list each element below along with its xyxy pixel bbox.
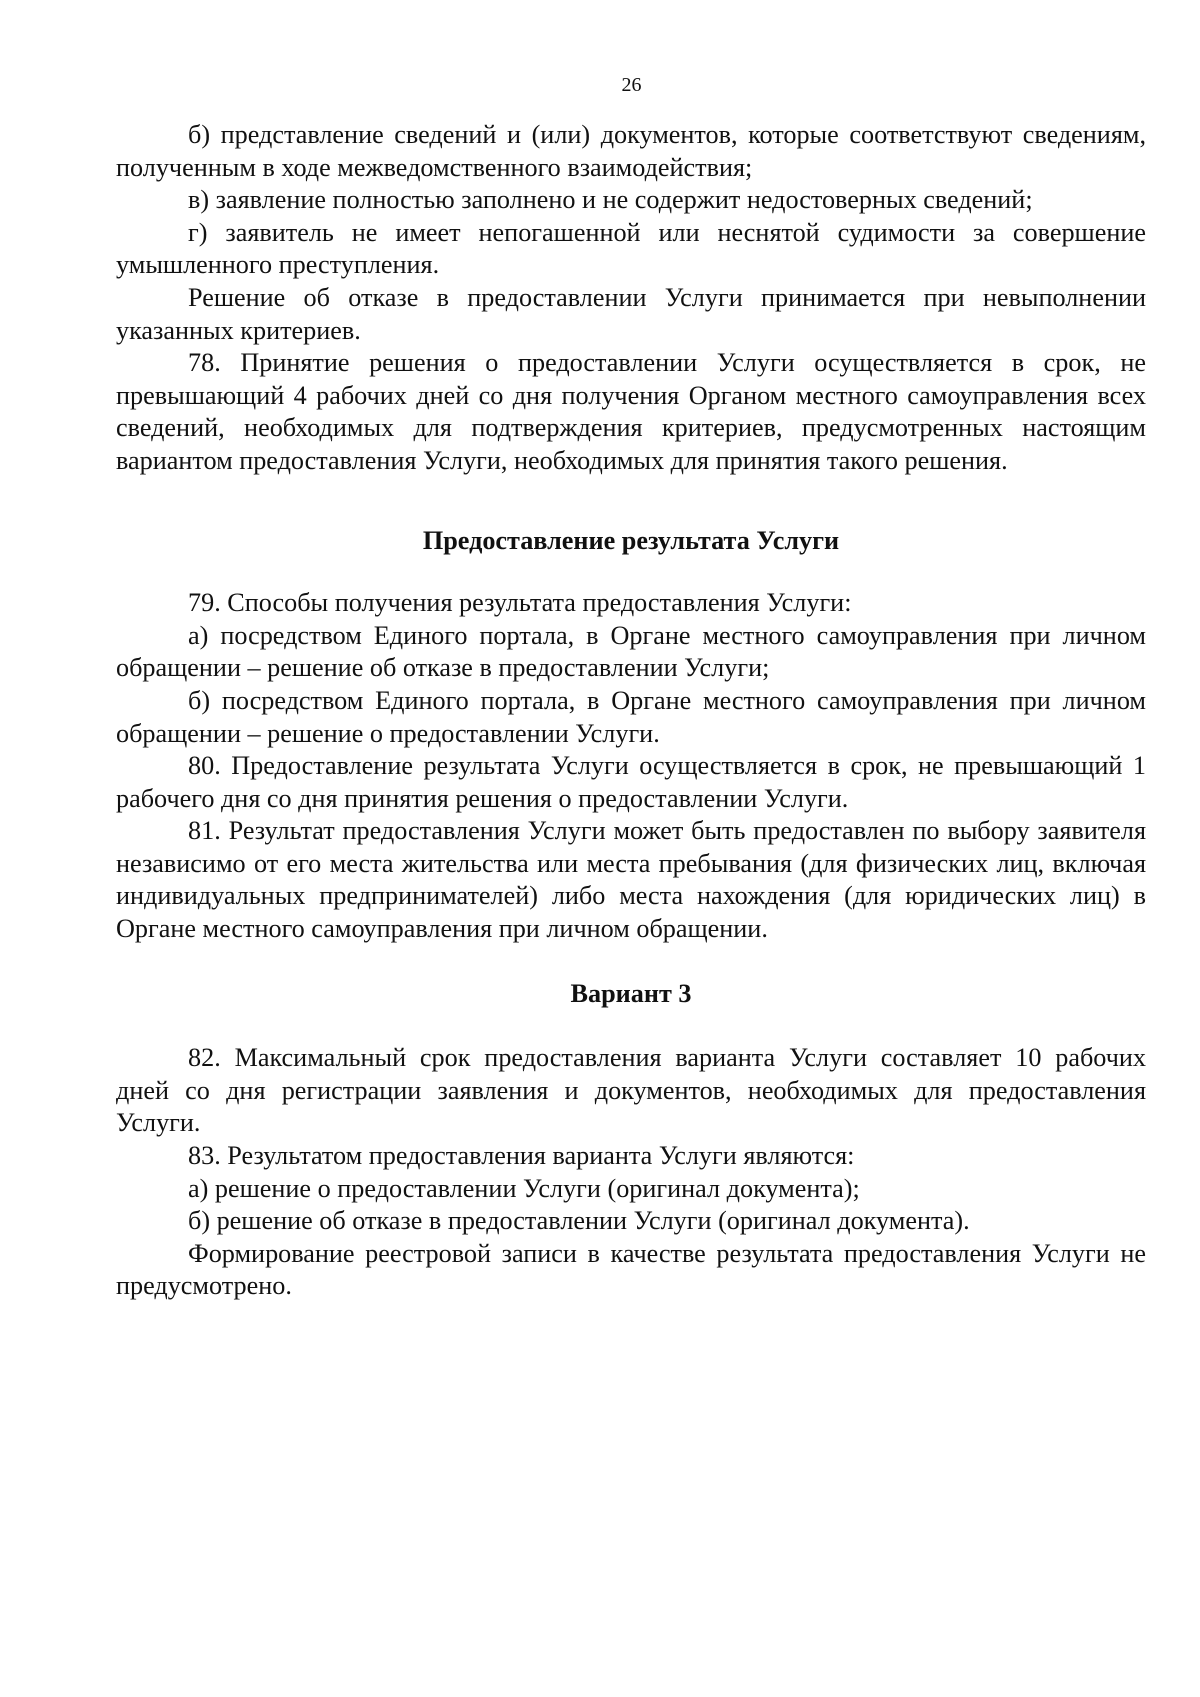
paragraph-80: 80. Предоставление результата Услуги осуществляется в срок, не превышающий 1 рабочего дня со дня принятия решения о предоставлении Услуги. (116, 751, 1146, 813)
paragraph-83-b: б) решение об отказе в предоставлении Услуги (оригинал документа). (188, 1206, 970, 1236)
paragraph-82: 82. Максимальный срок предоставления варианта Услуги составляет 10 рабочих дней со дня регистрации заявления и документов, необходимых для предоставления Услуги. (116, 1043, 1146, 1138)
paragraph-83: 83. Результатом предоставления варианта Услуги являются: (188, 1141, 855, 1171)
page-number: 26 (621, 74, 642, 96)
paragraph-79-a: а) посредством Единого портала, в Органе местного самоуправления при личном обращении – решение об отказе в предоставлении Услуги; (116, 620, 1146, 683)
paragraph-81: 81. Результат предоставления Услуги может быть предоставлен по выбору заявителя независимо от его места жительства или места пребывания (для физических лиц, включая индивидуальных предпринимателей) либо места нахождения (для юридических лиц) в Органе местного самоуправления при личном обращении. (116, 816, 1146, 944)
paragraph-79: 79. Способы получения результата предоставления Услуги: (188, 588, 852, 618)
paragraph-78: 78. Принятие решения о предоставлении Услуги осуществляется в срок, не превышающий 4 рабочих дней со дня получения Органом местного самоуправления всех сведений, необходимых для подтверждения критериев, предусмотренных настоящим вариантом предоставления Услуги, необходимых для принятия такого решения. (116, 348, 1146, 475)
paragraph-refusal-decision: Решение об отказе в предоставлении Услуги принимается при невыполнении указанных критериев. (116, 282, 1146, 345)
section-heading-result: Предоставление результата Услуги (422, 525, 840, 555)
paragraph-item-b-consistency: б) представление сведений и (или) документов, которые соответствуют сведениям, полученным в ходе межведомственного взаимодействия; (116, 120, 1146, 182)
paragraph-item-v-application: в) заявление полностью заполнено и не содержит недостоверных сведений; (188, 185, 1033, 215)
paragraph-registry-record: Формирование реестровой записи в качестве результата предоставления Услуги не предусмотрено. (116, 1238, 1146, 1301)
document-body (116, 119, 1146, 1303)
paragraph-83-a: а) решение о предоставлении Услуги (оригинал документа); (188, 1173, 860, 1203)
paragraph-item-g-criminal-record: г) заявитель не имеет непогашенной или неснятой судимости за совершение умышленного преступления. (116, 217, 1146, 280)
paragraph-79-b: б) посредством Единого портала, в Органе местного самоуправления при личном обращении – решение о предоставлении Услуги. (116, 685, 1146, 748)
section-heading-variant-3: Вариант 3 (570, 978, 692, 1008)
